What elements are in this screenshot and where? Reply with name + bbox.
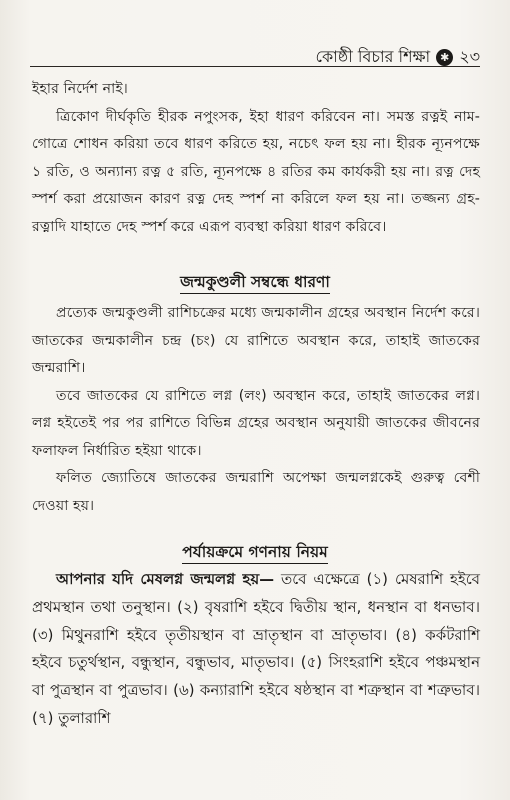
heading-text: পর্যায়ক্রমে গণনায় নিয়ম bbox=[182, 543, 328, 564]
section-gem-rules bbox=[32, 76, 480, 241]
header-divider bbox=[30, 66, 480, 67]
paragraph: ফলিত জ্যোতিষে জাতকের জন্মরাশি অপেক্ষা জন্মলগ্নকেই গুরুত্ব বেশী দেওয়া হয়। bbox=[32, 470, 480, 514]
star-circle-icon: ✱ bbox=[436, 49, 453, 66]
section-horoscope-concept bbox=[32, 300, 480, 520]
paragraph: ত্রিকোণ দীর্ঘকৃতি হীরক নপুংসক, ইহা ধারণ করিবেন না। সমস্ত রত্নই নাম-গোত্রে শোধন করিয়া তবে ধারণ করিতে হয়, নচেৎ ফল হয় না। হীরক ন্যূনপক্ষে ১ রতি, ও অন্যান্য রত্ন ৫ রতি, ন্যূনপক্ষে ৪ রতির কম কার্যকরী হয় না। রত্ন দেহ স্পর্শ করা প্রয়োজন কারণ রত্ন দেহ স্পর্শ না করিলে ফল হয় না। তজ্জন্য গ্রহ-রত্নাদি যাহাতে দেহ স্পর্শ করে এরূপ ব্যবস্থা করিয়া ধারণ করিবে। bbox=[32, 108, 480, 235]
heading-text: জন্মকুণ্ডলী সম্বন্ধে ধারণা bbox=[180, 273, 330, 294]
paragraph: প্রত্যেক জন্মকুণ্ডলী রাশিচক্রের মধ্যে জন্মকালীন গ্রহের অবস্থান নির্দেশ করে। জাতকের জন্মকালীন চন্দ্র (চং) যে রাশিতে অবস্থান করে, তাহাই জাতকের জন্মরাশি। bbox=[32, 305, 480, 376]
page-number: ২৩ bbox=[459, 47, 480, 66]
paragraph: ইহার নির্দেশ নাই। bbox=[32, 81, 128, 97]
paragraph-body: তবে এক্ষেত্রে (১) মেষরাশি হইবে প্রথমস্থান তথা তনুস্থান। (২) বৃষরাশি হইবে দ্বিতীয় স্থান, ধনস্থান বা ধনভাব। (৩) মিথুনরাশি হইবে তৃতীয়স্থান বা ভ্রাতৃস্থান বা ভ্রাতৃভাব। (৪) কর্কটরাশি হইবে চতুর্থস্থান, বন্ধুস্থান, বন্ধুভাব, মাতৃভাব। (৫) সিংহরাশি হইবে পঞ্চমস্থান বা পুত্রস্থান বা পুত্রভাব। (৬) কন্যারাশি হইবে ষষ্ঠস্থান বা শত্রুস্থান বা শত্রুভাব। (৭) তুলারাশি bbox=[32, 571, 480, 727]
paragraph-lead: আপনার যদি মেষলগ্ন জন্মলগ্ন হয়— bbox=[56, 571, 275, 588]
section-heading bbox=[0, 540, 510, 566]
paragraph bbox=[32, 566, 480, 733]
section-heading bbox=[0, 270, 510, 296]
section-counting-rules bbox=[32, 566, 480, 733]
book-title: কোষ্ঠী বিচার শিক্ষা bbox=[315, 47, 431, 66]
paragraph: তবে জাতকের যে রাশিতে লগ্ন (লং) অবস্থান করে, তাহাই জাতকের লগ্ন। লগ্ন হইতেই পর পর রাশিতে বিভিন্ন গ্রহের অবস্থান অনুযায়ী জাতকের জীবনের ফলাফল নির্ধারিত হইয়া থাকে। bbox=[32, 387, 480, 459]
